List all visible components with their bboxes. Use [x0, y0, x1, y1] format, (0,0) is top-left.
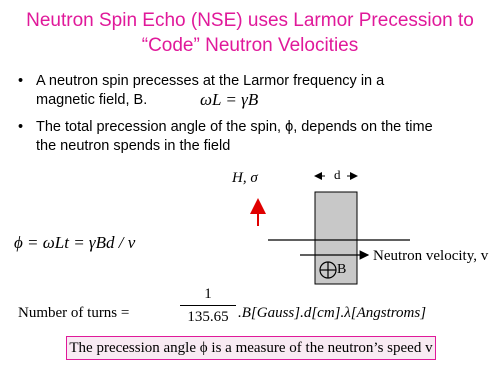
- bullet-text-line-2: the neutron spends in the field: [36, 138, 231, 154]
- field-spin-label: H, σ: [232, 170, 258, 186]
- bullet-text-line-1: A neutron spin precesses at the Larmor frequency in a: [36, 73, 385, 89]
- turns-rhs: .B[Gauss].d[cm].λ[Angstroms]: [238, 305, 427, 321]
- larmor-equation: ωL = γB: [200, 90, 259, 109]
- turns-denominator: 135.65: [187, 309, 229, 325]
- b-field-into-page-icon: [320, 262, 336, 278]
- title-line-1: Neutron Spin Echo (NSE) uses Larmor Precession to: [26, 10, 474, 31]
- title-line-2: “Code” Neutron Velocities: [141, 35, 359, 56]
- bullet-marker: •: [18, 119, 24, 135]
- neutron-velocity-label: Neutron velocity, v: [373, 248, 489, 264]
- conclusion-box: The precession angle ϕ is a measure of the neutron’s speed v: [66, 336, 436, 360]
- bullet-text-line-1: The total precession angle of the spin, ϕ, depends on the time: [36, 119, 433, 135]
- turns-fraction: [180, 285, 236, 326]
- bullet-marker: •: [18, 73, 24, 89]
- bullet-text-line-2: magnetic field, B.: [36, 92, 148, 108]
- d-label: d: [334, 167, 341, 182]
- fraction-bar: [180, 305, 236, 306]
- turns-numerator: 1: [204, 286, 212, 302]
- turns-label: Number of turns =: [18, 305, 130, 321]
- b-field-label: B: [337, 262, 347, 277]
- phi-equation: ϕ = ωLt = γBd / v: [14, 233, 136, 252]
